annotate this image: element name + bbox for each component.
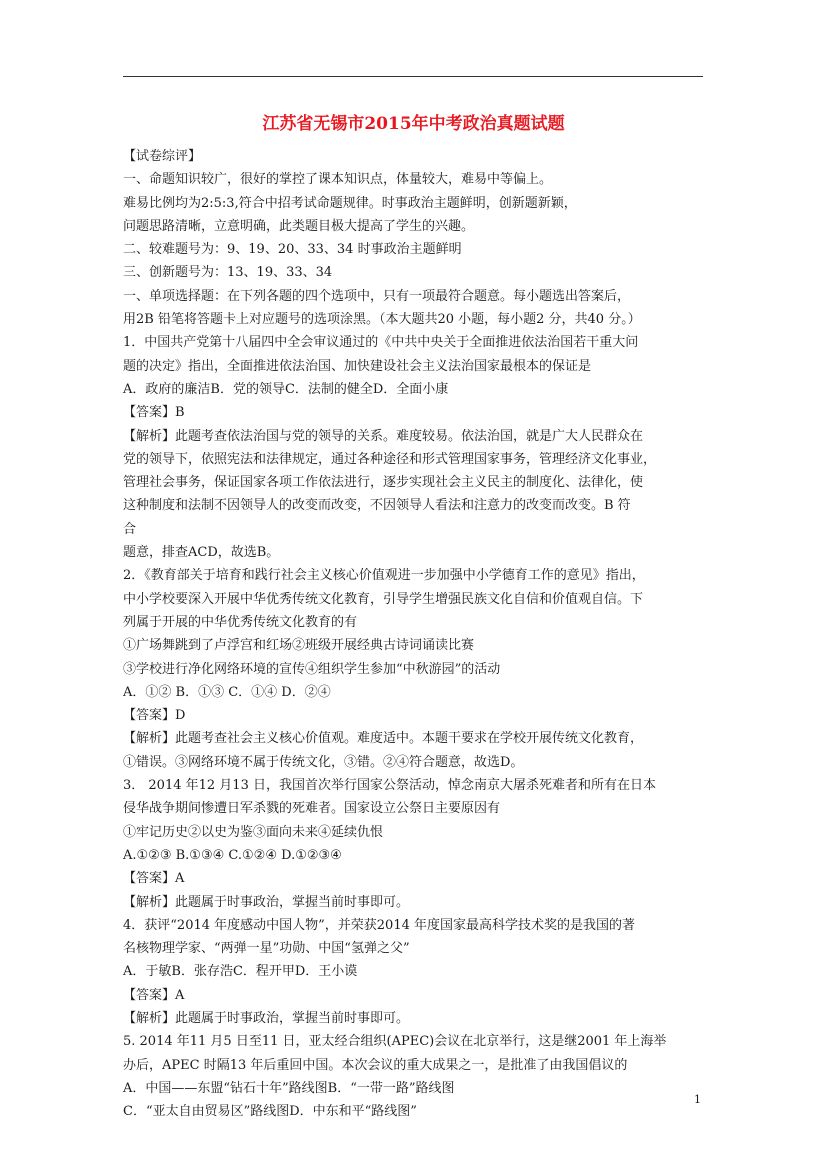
text-line: 【试卷综评】 (123, 149, 202, 164)
text-line: 2．《教育部关于培育和践行社会主义核心价值观进一步加强中小学德育工作的意见》指出， (123, 568, 645, 584)
text-line: ①广场舞跳到了卢浮宫和红场②班级开展经典古诗词诵读比赛 (123, 638, 475, 654)
text-line: 题意，排查ACD，故选B。 (123, 545, 280, 561)
text-line: 【解析】此题属于时事政治，掌握当前时事即可。 (123, 894, 410, 910)
text-line: 侵华战争期间惨遭日军杀戮的死难者。国家设立公祭日主要原因有 (123, 801, 501, 817)
text-line: 管理社会事务，保证国家各项工作依法进行，逐步实现社会主义民主的制度化、法律化，使 (123, 475, 644, 491)
text-line: 【解析】此题考查依法治国与党的领导的关系。难度较易。依法治国，就是广大人民群众在 (123, 428, 644, 444)
text-line: ③学校进行净化网络环境的宣传④组织学生参加“中秋游园”的活动 (123, 661, 501, 677)
text-line: A．于敏B．张存浩C．程开甲D．王小谟 (123, 964, 358, 980)
text-line: 5. 2014 年11 月5 日至11 日，亚太经合组织(APEC)会议在北京举行，这是继2001 年上海举 (123, 1034, 667, 1050)
text-line: 【答案】A (123, 871, 185, 887)
text-line: ①错误。③网络环境不属于传统文化，③错。②④符合题意，故选D。 (123, 754, 524, 770)
text-line: 【解析】此题属于时事政治，掌握当前时事即可。 (123, 1010, 410, 1026)
text-line: 党的领导下，依照宪法和法律规定，通过各种途径和形式管理国家事务，管理经济文化事业， (123, 451, 657, 467)
page-number: 1 (694, 1093, 701, 1106)
text-line: 【答案】A (123, 987, 185, 1003)
text-line: 名核物理学家、“两弹一星”功勋、中国“氢弹之父” (123, 941, 410, 957)
header-rule (123, 76, 703, 77)
text-line: 【答案】D (123, 708, 186, 724)
text-line: A．政府的廉洁B．党的领导C．法制的健全D．全面小康 (123, 381, 449, 397)
text-line: 题的决定》指出，全面推进依法治国、加快建设社会主义法治国家最根本的保证是 (123, 358, 592, 374)
text-line: 4．获评“2014 年度感动中国人物”，并荣获2014 年度国家最高科学技术奖的是我国的著 (123, 917, 635, 933)
text-line: A.①②③ B.①③④ C.①②④ D.①②③④ (123, 847, 342, 863)
text-line: 办后，APEC 时隔13 年后重回中国。本次会议的重大成果之一，是批准了由我国倡议的 (123, 1057, 628, 1073)
text-line: 用2B 铅笔将答题卡上对应题号的选项涂黑。（本大题共20 小题，每小题2 分，共40 分。） (123, 312, 641, 328)
text-line: A．①② B．①③ C．①④ D．②④ (123, 684, 331, 700)
text-line: 3． 2014 年12 月13 日，我国首次举行国家公祭活动，悼念南京大屠杀死难者和所有在日本 (123, 778, 656, 794)
text-line: 中小学校要深入开展中华优秀传统文化教育，引导学生增强民族文化自信和价值观自信。下 (123, 591, 644, 607)
document-body (123, 145, 708, 1123)
document-title: 江苏省无锡市2015年中考政治真题试题 (262, 114, 565, 134)
text-line: 二、较难题号为：9、19、20、33、34 时事政治主题鲜明 (123, 242, 462, 258)
text-line: A．中国——东盟“钻石十年”路线图B．“一带一路”路线图 (123, 1080, 455, 1096)
text-line: 这种制度和法制不因领导人的改变而改变，不因领导人看法和注意力的改变而改变。B 符 (123, 498, 631, 514)
text-line: 列属于开展的中华优秀传统文化教育的有 (123, 614, 358, 630)
text-line: 【解析】此题考查社会主义核心价值观。难度适中。本题干要求在学校开展传统文化教育， (123, 731, 644, 747)
text-line: 难易比例均为2:5:3,符合中招考试命题规律。时事政治主题鲜明，创新题新颖， (123, 195, 577, 211)
text-line: C．“亚太自由贸易区”路线图D．中东和平“路线图” (123, 1104, 417, 1120)
text-line: 一、命题知识较广，很好的掌控了课本知识点，体量较大，难易中等偏上。 (123, 172, 553, 188)
text-line: 【答案】B (123, 405, 185, 421)
text-line: 合 (123, 521, 137, 537)
text-line: 三、创新题号为：13、19、33、34 (123, 265, 333, 281)
text-line: ①牢记历史②以史为鉴③面向未来④延续仇恨 (123, 824, 384, 840)
text-line: 问题思路清晰，立意明确，此类题目极大提高了学生的兴趣。 (123, 218, 475, 234)
text-line: 1．中国共产党第十八届四中全会审议通过的《中共中央关于全面推进依法治国若干重大问 (123, 335, 639, 351)
text-line: 一、单项选择题：在下列各题的四个选项中，只有一项最符合题意。每小题选出答案后， (123, 288, 631, 304)
